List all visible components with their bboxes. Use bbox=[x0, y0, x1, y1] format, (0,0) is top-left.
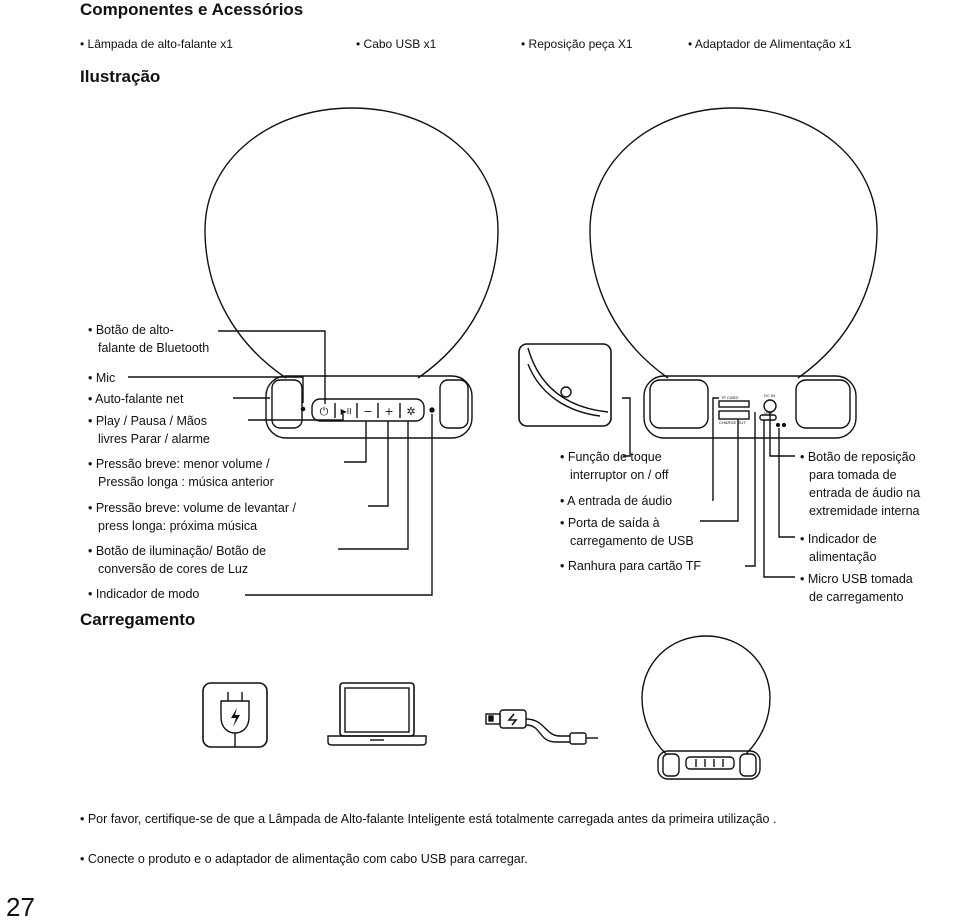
label-volume-up: • Pressão breve: volume de levantar / press longa: próxima música bbox=[88, 501, 296, 533]
note-connect: • Conecte o produto e o adaptador de alimentação com cabo USB para carregar. bbox=[80, 852, 528, 866]
back-speaker-illustration bbox=[590, 108, 877, 438]
note-charge-first: • Por favor, certifique-se de que a Lâmpada de Alto-falante Inteligente está totalmente carregada antes da primeira utilização . bbox=[80, 812, 777, 826]
label-tf-slot: • Ranhura para cartão TF bbox=[560, 559, 702, 573]
accessory-spare-part: • Reposição peça X1 bbox=[521, 37, 633, 51]
front-speaker-illustration bbox=[205, 108, 498, 438]
laptop-icon bbox=[328, 683, 426, 745]
label-audio-input: • A entrada de áudio bbox=[560, 494, 673, 508]
label-micro-usb: • Micro USB tomada de carregamento bbox=[800, 572, 913, 604]
illustration-title: Ilustração bbox=[80, 67, 161, 86]
usb-marking: USB bbox=[764, 410, 773, 415]
label-power-indicator: • Indicador de alimentação bbox=[800, 532, 877, 564]
power-icon: ⏻ bbox=[319, 405, 329, 418]
page-number: 27 bbox=[6, 892, 35, 922]
label-touch-switch: • Função de toque interruptor on / off bbox=[560, 450, 669, 482]
label-play-pause: • Play / Pausa / Mãos livres Parar / alarme bbox=[88, 414, 210, 446]
label-light-button: • Botão de iluminação/ Botão de conversão de cores de Luz bbox=[88, 544, 267, 576]
usb-cable-icon bbox=[486, 710, 598, 744]
charging-speaker-icon bbox=[642, 636, 770, 779]
accessory-lamp: • Lâmpada de alto-falante x1 bbox=[80, 37, 233, 51]
plus-icon: + bbox=[384, 405, 394, 418]
power-adapter-icon bbox=[203, 683, 267, 747]
touch-switch-inset bbox=[519, 344, 611, 426]
components-title: Componentes e Acessórios bbox=[80, 0, 304, 19]
dc-in-marking: DC IN bbox=[764, 393, 775, 398]
label-speaker-net: • Auto-falante net bbox=[88, 392, 184, 406]
label-reset-button: • Botão de reposição para tomada de entrada de áudio na extremidade interna bbox=[800, 450, 921, 518]
minus-icon: − bbox=[363, 405, 373, 418]
charge-out-marking: CHARGE OUT bbox=[719, 420, 746, 425]
play-pause-icon: ▶II bbox=[340, 407, 352, 416]
label-usb-output: • Porta de saída à carregamento de USB bbox=[560, 516, 694, 548]
accessory-usb-cable: • Cabo USB x1 bbox=[356, 37, 437, 51]
label-bluetooth-button: • Botão de alto- falante de Bluetooth bbox=[88, 323, 210, 355]
accessory-power-adapter: • Adaptador de Alimentação x1 bbox=[688, 37, 852, 51]
light-icon: ✲ bbox=[406, 405, 416, 418]
label-mic: • Mic bbox=[88, 371, 116, 385]
tf-card-marking: TF CARD bbox=[721, 395, 739, 400]
label-volume-down: • Pressão breve: menor volume / Pressão longa : música anterior bbox=[88, 457, 274, 489]
label-mode-indicator: • Indicador de modo bbox=[88, 587, 200, 601]
charging-title: Carregamento bbox=[80, 610, 196, 629]
